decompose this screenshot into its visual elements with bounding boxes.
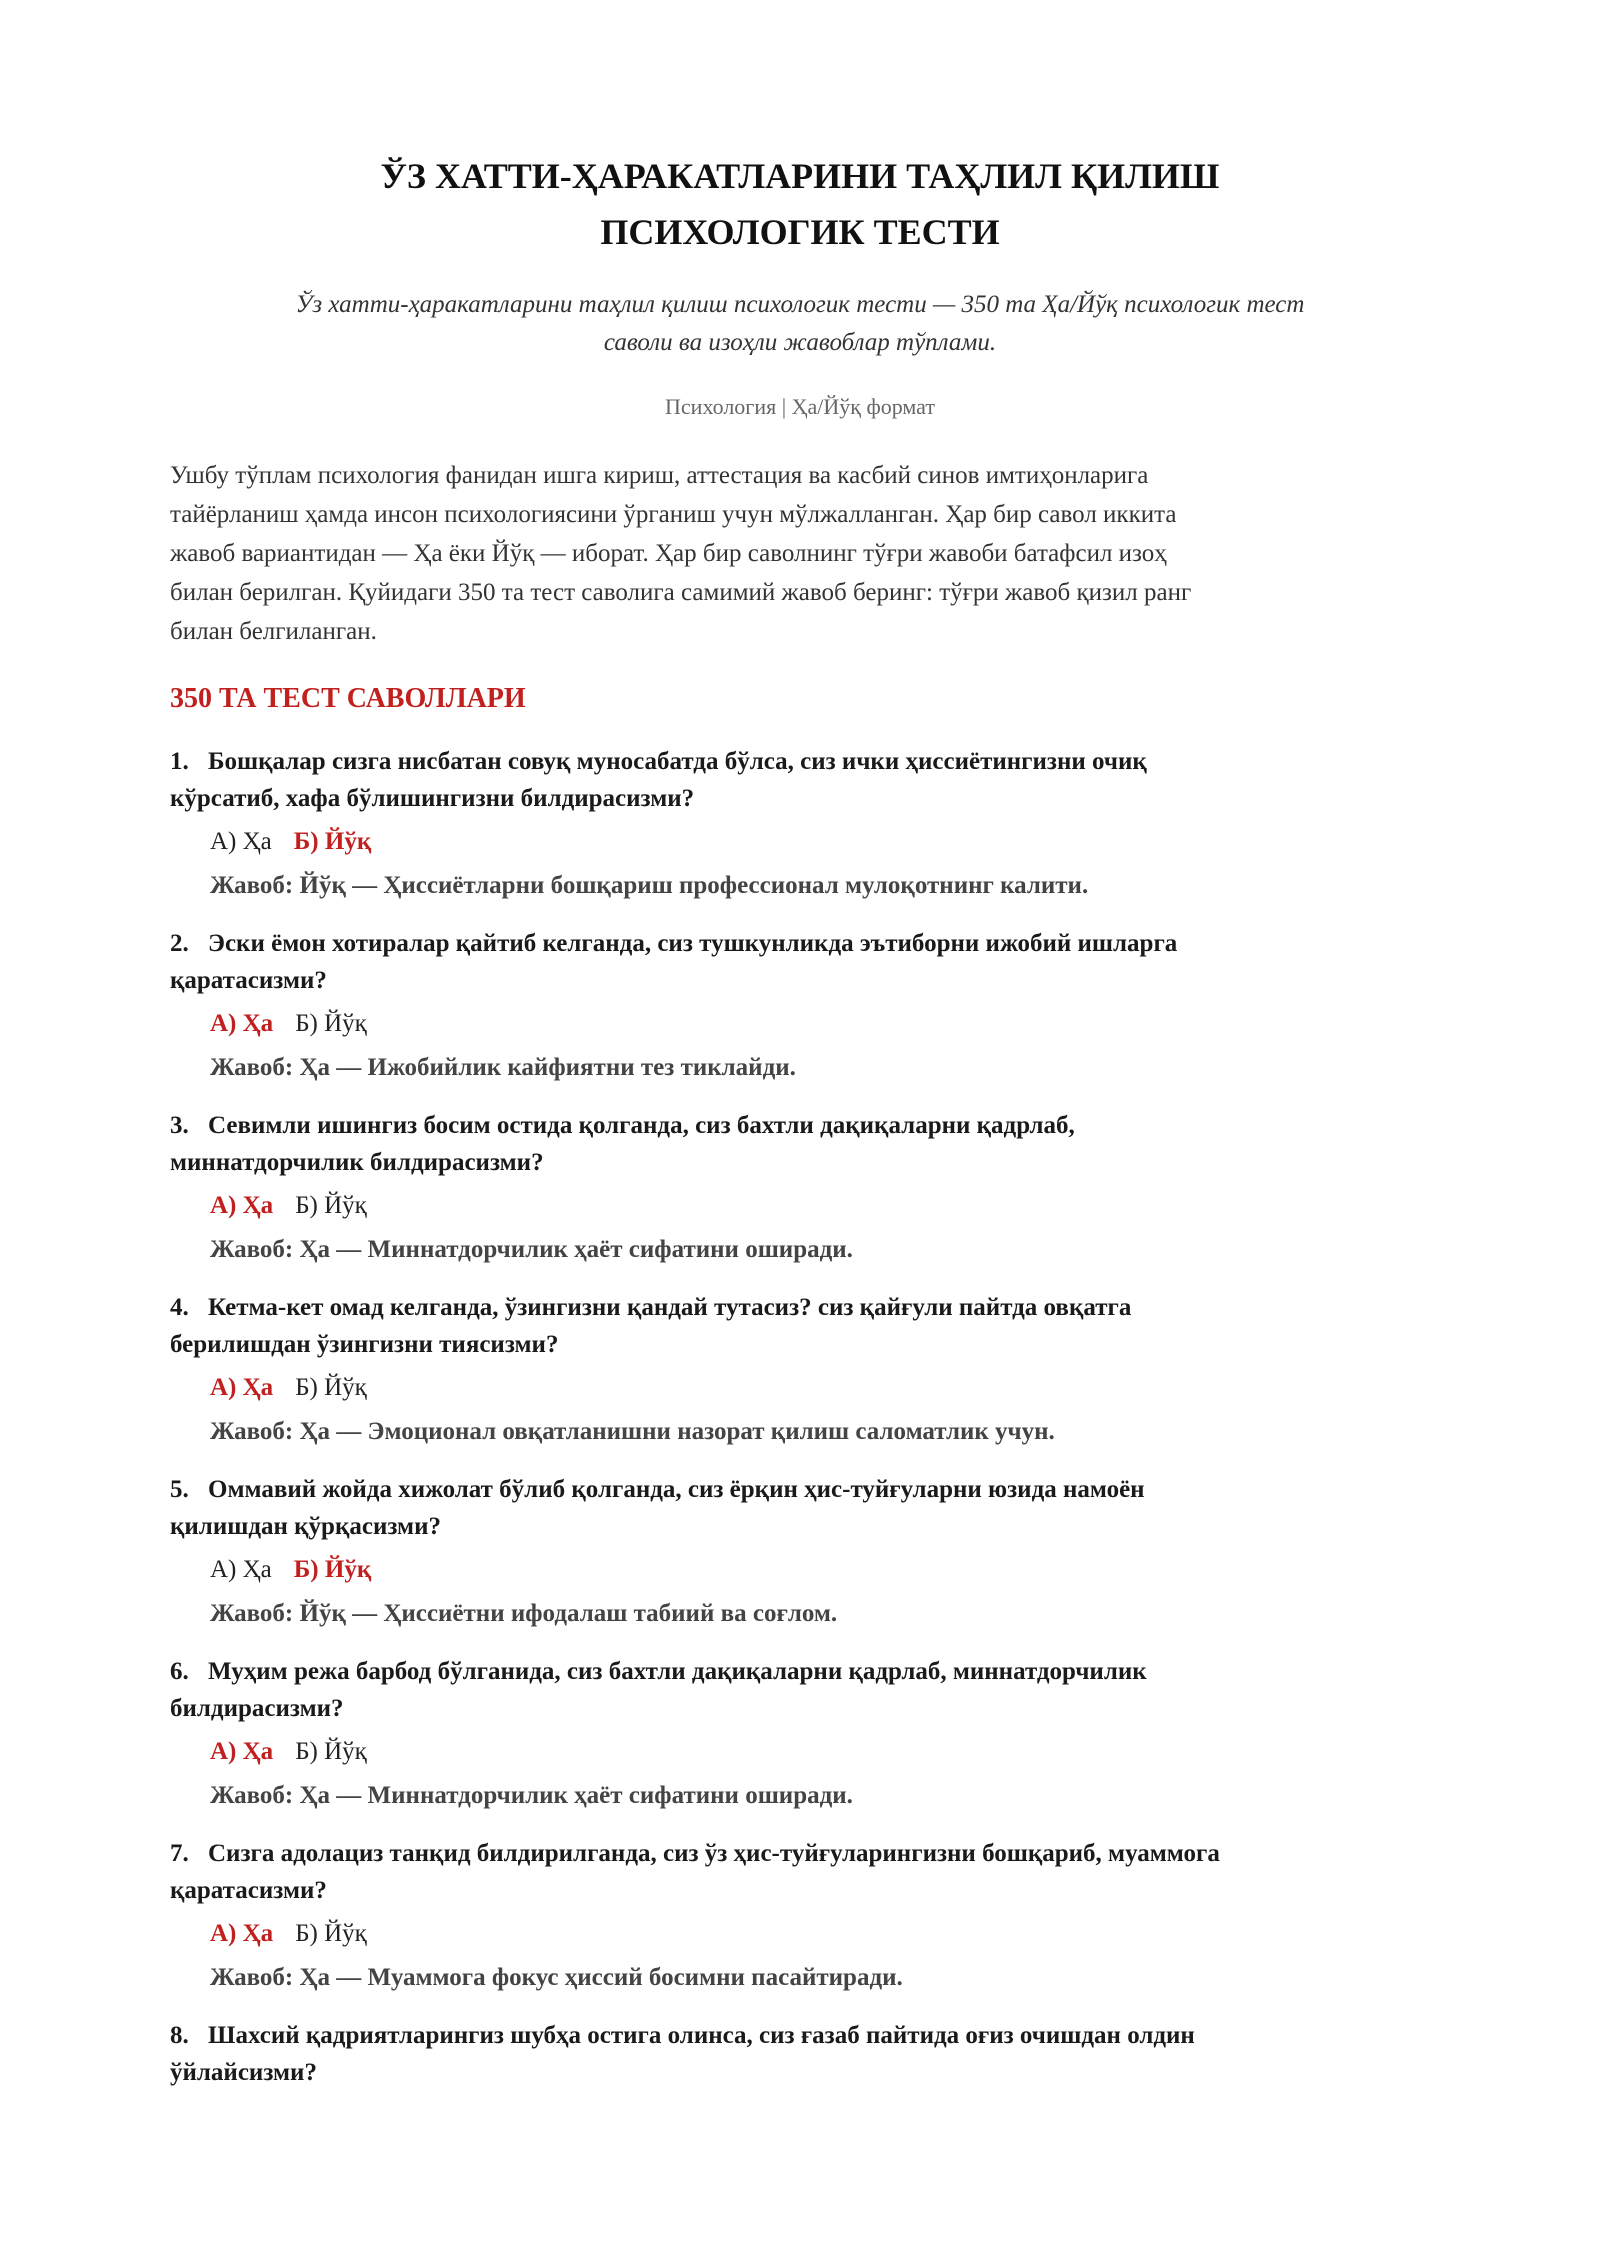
intro-line: тайёрланиш ҳамда инсон психологиясини ўрганиш учун мўлжалланган. Ҳар бир савол иккита	[170, 501, 1177, 528]
document-subtitle-line-1: Ўз хатти-ҳаракатларини таҳлил қилиш психологик тести — 350 та Ҳа/Йўқ психологик тест	[295, 291, 1305, 318]
question-text-line-1	[170, 2022, 1195, 2050]
document-title-line-2: ПСИХОЛОГИК ТЕСТИ	[600, 212, 1000, 252]
question-text: Севимли ишингиз босим остида қолганда, сиз бахтли дақиқаларни қадрлаб,	[208, 1112, 1075, 1139]
question-text: Оммавий жойда хижолат бўлиб қолганда, сиз ёрқин ҳис-туйғуларни юзида намоён	[208, 1476, 1145, 1503]
question-number: 2.	[170, 930, 189, 957]
answer-options	[210, 1374, 389, 1402]
question-text-line-2: қилишдан қўрқасизми?	[170, 1513, 441, 1540]
option-a[interactable]: А) Ҳа	[210, 1374, 274, 1401]
question-number: 6.	[170, 1658, 189, 1685]
answer-options	[210, 1920, 389, 1948]
question-text-line-1	[170, 1112, 1075, 1140]
question-number: 7.	[170, 1840, 189, 1867]
answer-options	[210, 1192, 389, 1220]
option-b[interactable]: Б) Йўқ	[295, 1920, 367, 1947]
option-b[interactable]: Б) Йўқ	[295, 1010, 367, 1037]
document-meta: Психология | Ҳа/Йўқ формат	[665, 394, 935, 419]
answer-options	[210, 828, 393, 856]
option-a[interactable]: А) Ҳа	[210, 828, 272, 855]
answer-options	[210, 1738, 389, 1766]
question-number: 8.	[170, 2022, 189, 2049]
option-b[interactable]: Б) Йўқ	[293, 1556, 372, 1583]
question-text-line-1	[170, 748, 1147, 776]
question-text-line-1	[170, 930, 1177, 958]
document-title-line-1: ЎЗ ХАТТИ-ҲАРАКАТЛАРИНИ ТАҲЛИЛ ҚИЛИШ	[380, 156, 1220, 196]
option-b[interactable]: Б) Йўқ	[295, 1192, 367, 1219]
question-number: 5.	[170, 1476, 189, 1503]
answer-options	[210, 1556, 393, 1584]
question-text-line-2: ўйлайсизми?	[170, 2059, 317, 2086]
section-title: 350 ТА ТЕСТ САВОЛЛАРИ	[170, 683, 526, 714]
intro-line: жавоб вариантидан — Ҳа ёки Йўқ — иборат. Ҳар бир саволнинг тўғри жавоби батафсил изоҳ	[170, 540, 1167, 567]
question-text: Шахсий қадриятларингиз шубҳа остига олинса, сиз ғазаб пайтида оғиз очишдан олдин	[208, 2022, 1195, 2049]
answer-explanation: Жавоб: Ҳа — Муаммога фокус ҳиссий босимни пасайтиради.	[210, 1964, 903, 1991]
question-number: 3.	[170, 1112, 189, 1139]
answer-explanation: Жавоб: Ҳа — Эмоционал овқатланишни назорат қилиш саломатлик учун.	[210, 1418, 1055, 1445]
option-b[interactable]: Б) Йўқ	[293, 828, 372, 855]
intro-line: билан берилган. Қуйидаги 350 та тест саволига самимий жавоб беринг: тўғри жавоб қизил ранг	[170, 579, 1192, 606]
intro-line: билан белгиланган.	[170, 618, 377, 645]
answer-options	[210, 1010, 389, 1038]
question-text-line-1	[170, 1294, 1131, 1322]
question-text-line-1	[170, 1840, 1220, 1868]
question-text-line-2: кўрсатиб, хафа бўлишингизни билдирасизми?	[170, 785, 695, 812]
question-text-line-1	[170, 1476, 1145, 1504]
question-text: Муҳим режа барбод бўлганида, сиз бахтли дақиқаларни қадрлаб, миннатдорчилик	[208, 1658, 1147, 1685]
question-text: Бошқалар сизга нисбатан совуқ муносабатда бўлса, сиз ички ҳиссиётингизни очиқ	[208, 748, 1147, 775]
option-a[interactable]: А) Ҳа	[210, 1738, 274, 1765]
question-text-line-2: қаратасизми?	[170, 967, 327, 994]
question-text-line-2: қаратасизми?	[170, 1877, 327, 1904]
question-text-line-2: миннатдорчилик билдирасизми?	[170, 1149, 544, 1176]
option-b[interactable]: Б) Йўқ	[295, 1374, 367, 1401]
question-text-line-2: берилишдан ўзингизни тиясизми?	[170, 1331, 559, 1358]
intro-line: Ушбу тўплам психология фанидан ишга кириш, аттестация ва касбий синов имтиҳонларига	[170, 462, 1149, 489]
question-number: 1.	[170, 748, 189, 775]
option-a[interactable]: А) Ҳа	[210, 1920, 274, 1947]
document-subtitle-line-2: саволи ва изоҳли жавоблар тўплами.	[603, 329, 997, 356]
option-a[interactable]: А) Ҳа	[210, 1192, 274, 1219]
answer-explanation: Жавоб: Ҳа — Миннатдорчилик ҳаёт сифатини оширади.	[210, 1236, 853, 1263]
option-a[interactable]: А) Ҳа	[210, 1556, 272, 1583]
question-text-line-2: билдирасизми?	[170, 1695, 344, 1722]
answer-explanation: Жавоб: Ҳа — Миннатдорчилик ҳаёт сифатини оширади.	[210, 1782, 853, 1809]
answer-explanation: Жавоб: Ҳа — Ижобийлик кайфиятни тез тиклайди.	[210, 1054, 796, 1081]
question-text-line-1	[170, 1658, 1147, 1686]
option-b[interactable]: Б) Йўқ	[295, 1738, 367, 1765]
question-text: Сизга адолациз танқид билдирилганда, сиз ўз ҳис-туйғуларингизни бошқариб, муаммога	[208, 1840, 1220, 1867]
question-number: 4.	[170, 1294, 189, 1321]
answer-explanation: Жавоб: Йўқ — Ҳиссиётларни бошқариш профессионал мулоқотнинг калити.	[210, 872, 1089, 899]
question-text: Кетма-кет омад келганда, ўзингизни қандай тутасиз? сиз қайғули пайтда овқатга	[208, 1294, 1132, 1321]
option-a[interactable]: А) Ҳа	[210, 1010, 274, 1037]
question-text: Эски ёмон хотиралар қайтиб келганда, сиз тушкунликда эътиборни ижобий ишларга	[208, 930, 1178, 957]
answer-explanation: Жавоб: Йўқ — Ҳиссиётни ифодалаш табиий ва соғлом.	[210, 1600, 838, 1627]
